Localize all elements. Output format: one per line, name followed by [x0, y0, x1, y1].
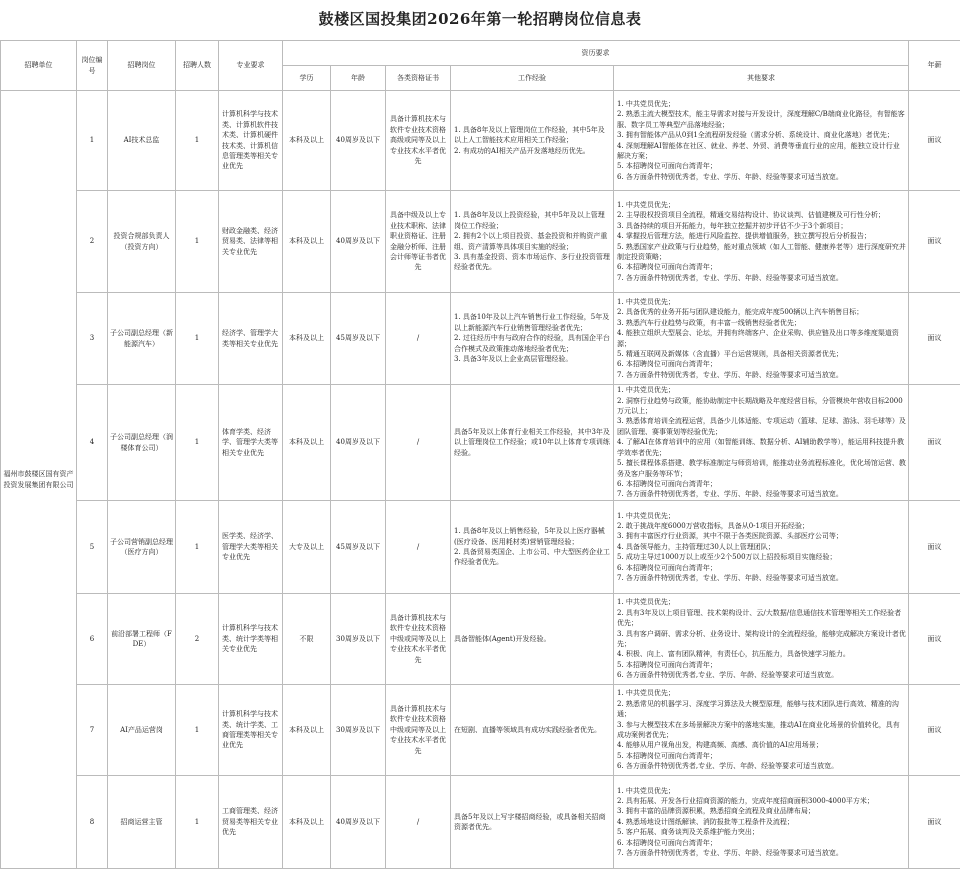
- post-count: 1: [176, 293, 219, 385]
- education-requirement: 本科及以上: [283, 776, 331, 869]
- education-requirement: 不限: [283, 594, 331, 685]
- other-requirements: [614, 594, 909, 685]
- work-experience-item: 2. 有成功的AI相关产品开发落地经历优先。: [454, 146, 611, 156]
- other-requirements-item: 1. 中共党员优先；: [617, 786, 906, 796]
- major-requirement: 财政金融类、经济贸易类、法律等相关专业优先: [219, 191, 283, 293]
- table-row: [1, 685, 960, 776]
- post-number: 1: [77, 91, 108, 191]
- certificate-requirement: 具备计算机技术与软件专业技术资格中级或同等及以上专业技术水平者优先: [386, 685, 451, 776]
- other-requirements-item: 6. 各方面条件特别优秀者,专业、学历、年龄、经验等要求可适当放宽。: [617, 761, 906, 771]
- other-requirements-item: 2. 主导股权投资项目全流程，精通交易结构设计、协议谈判、估值建模及可行性分析；: [617, 210, 906, 220]
- other-requirements-item: 3. 拥有智能体产品从0到1全流程研发经验（需求分析、系统设计、商业化落地）者优先；: [617, 130, 906, 140]
- table-row: [1, 501, 960, 594]
- salary: 面议: [909, 776, 960, 869]
- work-experience-item: 2. 具备贸易类国企、上市公司、中大型医药企业工作经验者优先。: [454, 547, 611, 568]
- other-requirements: [614, 776, 909, 869]
- post-number: 7: [77, 685, 108, 776]
- other-requirements-item: 2. 熟悉主流大模型技术，能主导需求对接与开发设计，深度理解C/B端商业化路径，有智能客服、数字员工等典型产品落地经验；: [617, 109, 906, 130]
- certificate-requirement: /: [386, 293, 451, 385]
- table-row: [1, 385, 960, 501]
- other-requirements-item: 5. 本招聘岗位可面向台湾青年；: [617, 161, 906, 171]
- other-requirements: [614, 191, 909, 293]
- salary: 面议: [909, 191, 960, 293]
- other-requirements-item: 3. 拥有丰富的品牌资源积累，熟悉招商全流程及商业品牌布局；: [617, 806, 906, 816]
- other-requirements: [614, 501, 909, 594]
- certificate-requirement: /: [386, 501, 451, 594]
- other-requirements-item: 6. 各方面条件特别优秀者，专业、学历、年龄、经验等要求可适当放宽。: [617, 172, 906, 182]
- post-number: 4: [77, 385, 108, 501]
- work-experience: [451, 385, 614, 501]
- work-experience: [451, 91, 614, 191]
- post-name: 投资合规部负责人（投资方向）: [108, 191, 176, 293]
- table-row: [1, 776, 960, 869]
- salary: 面议: [909, 385, 960, 501]
- age-requirement: 40周岁及以下: [331, 776, 386, 869]
- certificate-requirement: 具备计算机技术与软件专业技术资格高级或同等及以上专业技术水平者优先: [386, 91, 451, 191]
- work-experience-item: 具备5年及以上体育行业相关工作经验，其中3年及以上管理岗位工作经验；或10年以上体育专项训练经验。: [454, 427, 611, 458]
- table-body: [1, 91, 960, 869]
- age-requirement: 30周岁及以下: [331, 685, 386, 776]
- other-requirements-item: 1. 中共党员优先；: [617, 297, 906, 307]
- other-requirements-item: 1. 中共党员优先；: [617, 99, 906, 109]
- post-number: 8: [77, 776, 108, 869]
- other-requirements-item: 1. 中共党员优先；: [617, 511, 906, 521]
- work-experience-item: 3. 具有基金投资、资本市场运作、多行业投资管理经验者优先。: [454, 252, 611, 273]
- work-experience: [451, 685, 614, 776]
- work-experience-item: 2. 拥有2个以上项目投资、基金投资和并购资产重组、资产清算等具体项目实施的经验；: [454, 231, 611, 252]
- age-requirement: 40周岁及以下: [331, 91, 386, 191]
- other-requirements-item: 5. 熟悉国家产业政策与行业趋势，能对重点领域（如人工智能、健康养老等）进行深度研究并制定投资策略；: [617, 242, 906, 263]
- header-post: 招聘岗位: [108, 41, 176, 91]
- other-requirements-item: 6. 本招聘岗位可面向台湾青年；: [617, 262, 906, 272]
- other-requirements-item: 1. 中共党员优先；: [617, 688, 906, 698]
- header-other: 其他要求: [614, 66, 909, 91]
- education-requirement: 本科及以上: [283, 685, 331, 776]
- post-count: 1: [176, 91, 219, 191]
- post-count: 2: [176, 594, 219, 685]
- post-count: 1: [176, 385, 219, 501]
- other-requirements-item: 4. 熟悉场地设计图纸解读、消防报批等工程条件及流程；: [617, 817, 906, 827]
- other-requirements-item: 6. 本招聘岗位可面向台湾青年；: [617, 359, 906, 369]
- other-requirements-item: 3. 熟悉体育培训全流程运营，具备少儿体适能、专项运动（篮球、足球、游泳、羽毛球等）及团队管理、赛事策划等经验优先；: [617, 416, 906, 437]
- work-experience-item: 1. 具备8年及以上管理岗位工作经验，其中5年及以上人工智能技术应用相关工作经验；: [454, 125, 611, 146]
- other-requirements-item: 7. 各方面条件特别优秀者，专业、学历、年龄、经验等要求可适当放宽。: [617, 489, 906, 499]
- other-requirements-item: 1. 中共党员优先；: [617, 597, 906, 607]
- header-major: 专业要求: [219, 41, 283, 91]
- other-requirements-item: 2. 敢于挑战年度6000万营收指标，具备从0-1项目开拓经验；: [617, 521, 906, 531]
- other-requirements-item: 4. 能够从用户视角出发，构建高频、高感、高价值的AI应用场景；: [617, 740, 906, 750]
- work-experience-item: 1. 具备10年及以上汽车销售行业工作经验，5年及以上新能源汽车行业销售管理经验者优先；: [454, 312, 611, 333]
- other-requirements-item: 6. 本招聘岗位可面向台湾青年；: [617, 479, 906, 489]
- post-count: 1: [176, 501, 219, 594]
- major-requirement: 计算机科学与技术类、统计学类、工商管理类等相关专业优先: [219, 685, 283, 776]
- table-row: [1, 293, 960, 385]
- table-header: [1, 41, 960, 91]
- other-requirements-item: 2. 具有拓展、开发各行业招商资源的能力，完成年度招商面积3000-4000平方米；: [617, 796, 906, 806]
- education-requirement: 本科及以上: [283, 191, 331, 293]
- other-requirements-item: 2. 具备优秀的业务开拓与团队建设能力，能完成年度500辆以上汽车销售目标；: [617, 307, 906, 317]
- age-requirement: 45周岁及以下: [331, 501, 386, 594]
- post-count: 1: [176, 191, 219, 293]
- other-requirements-item: 6. 各方面条件特别优秀者,专业、学历、年龄、经验等要求可适当放宽。: [617, 670, 906, 680]
- other-requirements-item: 5. 擅长课程体系搭建、教学标准制定与师资培训，能推动业务流程标准化，优化场馆运营、教务及客户服务等环节；: [617, 458, 906, 479]
- work-experience-item: 3. 具备3年及以上企业高层管理经验。: [454, 354, 611, 364]
- other-requirements-item: 3. 拥有丰富医疗行业资源，其中不限于各类医院资源、头部医疗公司等；: [617, 531, 906, 541]
- work-experience: [451, 501, 614, 594]
- header-qualification: 资历要求: [283, 41, 909, 66]
- other-requirements-item: 6. 本招聘岗位可面向台湾青年；: [617, 838, 906, 848]
- education-requirement: 大专及以上: [283, 501, 331, 594]
- post-name: 子公司副总经理（新能源汽车）: [108, 293, 176, 385]
- work-experience: [451, 776, 614, 869]
- post-name: AI产品运营岗: [108, 685, 176, 776]
- certificate-requirement: /: [386, 385, 451, 501]
- other-requirements-item: 3. 参与大模型技术在多场景解决方案中的落地实施，推动AI在商业化场景的价值转化，具有成功案例者优先；: [617, 720, 906, 741]
- salary: 面议: [909, 594, 960, 685]
- header-education: 学历: [283, 66, 331, 91]
- post-count: 1: [176, 776, 219, 869]
- other-requirements-item: 2. 具有3年及以上项目管理、技术架构设计、云/大数据/信息通信技术管理等相关工作经验者优先；: [617, 608, 906, 629]
- major-requirement: 计算机科学与技术类、统计学类等相关专业优先: [219, 594, 283, 685]
- post-number: 2: [77, 191, 108, 293]
- other-requirements-item: 3. 具备持续的项目开拓能力，每年独立挖掘并初步评估不少于3个新项目；: [617, 221, 906, 231]
- other-requirements-item: 1. 中共党员优先；: [617, 200, 906, 210]
- table-row: [1, 191, 960, 293]
- other-requirements-item: 4. 积极、向上、富有团队精神，有责任心，抗压能力，具备快速学习能力。: [617, 649, 906, 659]
- age-requirement: 40周岁及以下: [331, 385, 386, 501]
- header-salary: 年薪: [909, 41, 960, 91]
- other-requirements-item: 2. 熟悉常见的机器学习、深度学习算法及大模型原理，能够与技术团队进行高效、精准的沟通；: [617, 699, 906, 720]
- post-number: 5: [77, 501, 108, 594]
- header-age: 年龄: [331, 66, 386, 91]
- salary: 面议: [909, 685, 960, 776]
- major-requirement: 医学类、经济学、管理学大类等相关专业优先: [219, 501, 283, 594]
- other-requirements-item: 7. 各方面条件特别优秀者，专业、学历、年龄、经验等要求可适当放宽。: [617, 848, 906, 858]
- major-requirement: 工商管理类、经济贸易类等相关专业优先: [219, 776, 283, 869]
- other-requirements-item: 5. 客户拓展、商务谈判及关系维护能力突出；: [617, 827, 906, 837]
- other-requirements-item: 5. 本招聘岗位可面向台湾青年；: [617, 660, 906, 670]
- other-requirements-item: 4. 掌握投后管理方法，能进行风险监控、提供增值服务，独立撰写投后分析报告；: [617, 231, 906, 241]
- other-requirements: [614, 91, 909, 191]
- work-experience: [451, 293, 614, 385]
- other-requirements-item: 3. 具有客户调研、需求分析、业务设计、架构设计的全流程经验，能够完成解决方案设计者优先；: [617, 629, 906, 650]
- work-experience-item: 2. 过往经历中有与政府合作的经验，具有国企平台合作模式及政策推动落地经验者优先；: [454, 333, 611, 354]
- other-requirements: [614, 685, 909, 776]
- work-experience-item: 具备智能体(Agent)开发经验。: [454, 634, 611, 644]
- table-row: [1, 594, 960, 685]
- work-experience-item: 在短剧、直播等领域具有成功实践经验者优先。: [454, 725, 611, 735]
- age-requirement: 45周岁及以下: [331, 293, 386, 385]
- other-requirements-item: 4. 具备领导能力，主持管理过30人以上管理团队；: [617, 542, 906, 552]
- page-title: 鼓楼区国投集团2026年第一轮招聘岗位信息表: [0, 0, 960, 40]
- certificate-requirement: 具备计算机技术与软件专业技术资格中级或同等及以上专业技术水平者优先: [386, 594, 451, 685]
- major-requirement: 经济学、管理学大类等相关专业优先: [219, 293, 283, 385]
- other-requirements: [614, 293, 909, 385]
- header-post-no: 岗位编号: [77, 41, 108, 91]
- age-requirement: 30周岁及以下: [331, 594, 386, 685]
- recruitment-table: [0, 40, 960, 869]
- salary: 面议: [909, 501, 960, 594]
- other-requirements-item: 7. 各方面条件特别优秀者，专业、学历、年龄、经验等要求可适当放宽。: [617, 573, 906, 583]
- certificate-requirement: /: [386, 776, 451, 869]
- other-requirements-item: 1. 中共党员优先；: [617, 385, 906, 395]
- header-unit: 招聘单位: [1, 41, 77, 91]
- major-requirement: 体育学类、经济学、管理学大类等相关专业优先: [219, 385, 283, 501]
- education-requirement: 本科及以上: [283, 91, 331, 191]
- work-experience: [451, 191, 614, 293]
- post-number: 6: [77, 594, 108, 685]
- other-requirements-item: 4. 能独立组织大型展会、论坛，并拥有终端客户、企业采购、供应链及出口等多维度渠道资源；: [617, 328, 906, 349]
- other-requirements-item: 7. 各方面条件特别优秀者，专业、学历、年龄、经验等要求可适当放宽。: [617, 273, 906, 283]
- post-count: 1: [176, 685, 219, 776]
- major-requirement: 计算机科学与技术类、计算机软件技术类、计算机硬件技术类、计算机信息管理类等相关专业优先: [219, 91, 283, 191]
- work-experience-item: 具备5年及以上写字楼招商经验，或具备相关招商资源者优先。: [454, 812, 611, 833]
- education-requirement: 本科及以上: [283, 385, 331, 501]
- post-name: AI技术总监: [108, 91, 176, 191]
- table-row: [1, 91, 960, 191]
- other-requirements-item: 5. 成功主导过1000万以上或至少2个500万以上招投标项目实施经验；: [617, 552, 906, 562]
- other-requirements-item: 6. 本招聘岗位可面向台湾青年；: [617, 563, 906, 573]
- post-name: 子公司副总经理（润楼体育公司）: [108, 385, 176, 501]
- work-experience-item: 1. 具备8年及以上销售经验，5年及以上医疗器械(医疗设备、医用耗材类)营销管理经验；: [454, 526, 611, 547]
- other-requirements-item: 7. 各方面条件特别优秀者，专业、学历、年龄、经验等要求可适当放宽。: [617, 370, 906, 380]
- post-name: 招商运营主管: [108, 776, 176, 869]
- post-name: 前沿部署工程师（FDE）: [108, 594, 176, 685]
- work-experience-item: 1. 具备8年及以上投资经验，其中5年及以上管理岗位工作经验；: [454, 210, 611, 231]
- certificate-requirement: 具备中级及以上专业技术职称、法律职业资格证、注册金融分析师、注册会计师等证书者优先: [386, 191, 451, 293]
- other-requirements-item: 4. 了解AI在体育培训中的应用（如智能训练、数据分析、AI辅助教学等），能运用科技提升教学效率者优先；: [617, 437, 906, 458]
- post-number: 3: [77, 293, 108, 385]
- other-requirements: [614, 385, 909, 501]
- other-requirements-item: 2. 洞察行业趋势与政策，能协助制定中长期战略及年度经营目标，分管模块年营收目标2000万元以上；: [617, 396, 906, 417]
- education-requirement: 本科及以上: [283, 293, 331, 385]
- header-certificate: 各类资格证书: [386, 66, 451, 91]
- salary: 面议: [909, 293, 960, 385]
- header-experience: 工作经验: [451, 66, 614, 91]
- work-experience: [451, 594, 614, 685]
- salary: 面议: [909, 91, 960, 191]
- recruiting-unit: 福州市鼓楼区国有资产投资发展集团有限公司: [1, 91, 77, 869]
- header-count: 招聘人数: [176, 41, 219, 91]
- other-requirements-item: 4. 深刻理解AI智能体在社区、就业、养老、外贸、消费等垂直行业的应用，能独立设计行业解决方案；: [617, 141, 906, 162]
- other-requirements-item: 5. 本招聘岗位可面向台湾青年；: [617, 751, 906, 761]
- post-name: 子公司营销副总经理（医疗方向）: [108, 501, 176, 594]
- other-requirements-item: 5. 精通互联网及新媒体（含直播）平台运营规则，具备相关资源者优先；: [617, 349, 906, 359]
- other-requirements-item: 3. 熟悉汽车行业趋势与政策，有丰富一线销售经验者优先；: [617, 318, 906, 328]
- age-requirement: 40周岁及以下: [331, 191, 386, 293]
